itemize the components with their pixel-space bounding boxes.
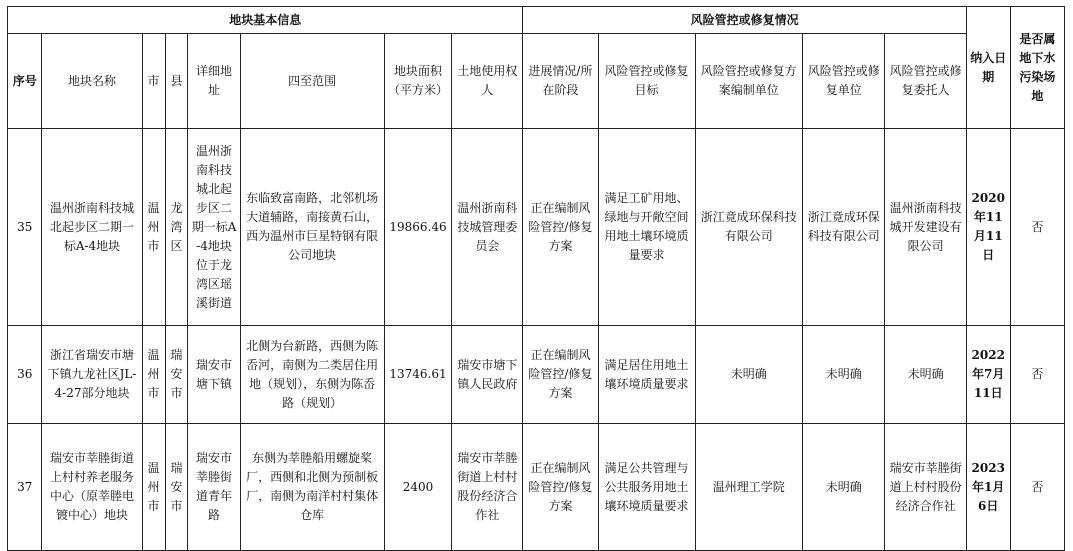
cell-county: 龙湾区 <box>165 129 188 326</box>
cell-address: 温州浙南科技城北起步区二期一标A-4地块位于龙湾区瑶溪街道 <box>188 129 240 326</box>
cell-repair-unit: 未明确 <box>803 424 885 551</box>
table-row <box>8 326 1065 424</box>
group-header-basic-info: 地块基本信息 <box>8 7 523 34</box>
cell-owner: 瑞安市塘下镇人民政府 <box>452 326 523 424</box>
cell-groundwater: 否 <box>1010 424 1064 551</box>
cell-owner: 瑞安市莘塍街道上村村股份经济合作社 <box>452 424 523 551</box>
cell-name: 温州浙南科技城北起步区二期一标A-4地块 <box>42 129 142 326</box>
cell-date: 2020年11月11日 <box>966 129 1010 326</box>
header-client: 风险管控或修复委托人 <box>885 34 966 129</box>
cell-owner: 温州浙南科技城管理委员会 <box>452 129 523 326</box>
cell-area: 2400 <box>384 424 452 551</box>
header-owner: 土地使用权人 <box>452 34 523 129</box>
table-row <box>8 424 1065 551</box>
cell-boundary: 东侧为莘塍船用螺旋桨厂，西侧和北侧为预制板厂，南侧为南洋村村集体仓库 <box>240 424 384 551</box>
header-date: 纳入日期 <box>966 7 1010 129</box>
header-city: 市 <box>142 34 165 129</box>
cell-target: 满足公共管理与公共服务用地土壤环境质量要求 <box>598 424 695 551</box>
header-boundary: 四至范围 <box>240 34 384 129</box>
cell-address: 瑞安市莘塍街道青年路 <box>188 424 240 551</box>
cell-groundwater: 否 <box>1010 326 1064 424</box>
cell-boundary: 北侧为台新路，西侧为陈岙河，南侧为二类居住用地（规划），东侧为陈岙路（规划） <box>240 326 384 424</box>
cell-client: 未明确 <box>885 326 966 424</box>
header-groundwater: 是否属地下水污染场地 <box>1010 7 1064 129</box>
header-seq: 序号 <box>8 34 42 129</box>
header-name: 地块名称 <box>42 34 142 129</box>
contaminated-land-table <box>7 6 1065 551</box>
cell-seq: 35 <box>8 129 42 326</box>
header-target: 风险管控或修复目标 <box>598 34 695 129</box>
cell-progress: 正在编制风险管控/修复方案 <box>523 326 598 424</box>
cell-groundwater: 否 <box>1010 129 1064 326</box>
header-plan-unit: 风险管控或修复方案编制单位 <box>695 34 802 129</box>
cell-target: 满足工矿用地、绿地与开敞空间用地土壤环境质量要求 <box>598 129 695 326</box>
cell-client: 温州浙南科技城开发建设有限公司 <box>885 129 966 326</box>
cell-target: 满足居住用地土壤环境质量要求 <box>598 326 695 424</box>
cell-name: 瑞安市莘塍街道上村村养老服务中心（原莘塍电镀中心）地块 <box>42 424 142 551</box>
header-progress: 进展情况/所在阶段 <box>523 34 598 129</box>
header-area: 地块面积（平方米） <box>384 34 452 129</box>
cell-area: 13746.61 <box>384 326 452 424</box>
cell-seq: 37 <box>8 424 42 551</box>
cell-plan-unit: 未明确 <box>695 326 802 424</box>
cell-progress: 正在编制风险管控/修复方案 <box>523 424 598 551</box>
cell-date: 2023年1月6日 <box>966 424 1010 551</box>
cell-repair-unit: 未明确 <box>803 326 885 424</box>
cell-area: 19866.46 <box>384 129 452 326</box>
cell-repair-unit: 浙江竟成环保科技有限公司 <box>803 129 885 326</box>
cell-county: 瑞安市 <box>165 424 188 551</box>
document-page <box>7 6 1065 551</box>
table-row <box>8 129 1065 326</box>
cell-plan-unit: 浙江竟成环保科技有限公司 <box>695 129 802 326</box>
cell-date: 2022年7月11日 <box>966 326 1010 424</box>
header-county: 县 <box>165 34 188 129</box>
header-repair-unit: 风险管控或修复单位 <box>803 34 885 129</box>
cell-address: 瑞安市塘下镇 <box>188 326 240 424</box>
cell-name: 浙江省瑞安市塘下镇九龙社区JL-4-27部分地块 <box>42 326 142 424</box>
header-address: 详细地址 <box>188 34 240 129</box>
cell-progress: 正在编制风险管控/修复方案 <box>523 129 598 326</box>
cell-boundary: 东临致富南路，北邻机场大道辅路，南接黄石山，西为温州市巨星特钢有限公司地块 <box>240 129 384 326</box>
cell-city: 温州市 <box>142 129 165 326</box>
cell-city: 温州市 <box>142 424 165 551</box>
group-header-risk-control: 风险管控或修复情况 <box>523 7 966 34</box>
cell-seq: 36 <box>8 326 42 424</box>
cell-client: 瑞安市莘塍街道上村村股份经济合作社 <box>885 424 966 551</box>
cell-plan-unit: 温州理工学院 <box>695 424 802 551</box>
cell-city: 温州市 <box>142 326 165 424</box>
cell-county: 瑞安市 <box>165 326 188 424</box>
